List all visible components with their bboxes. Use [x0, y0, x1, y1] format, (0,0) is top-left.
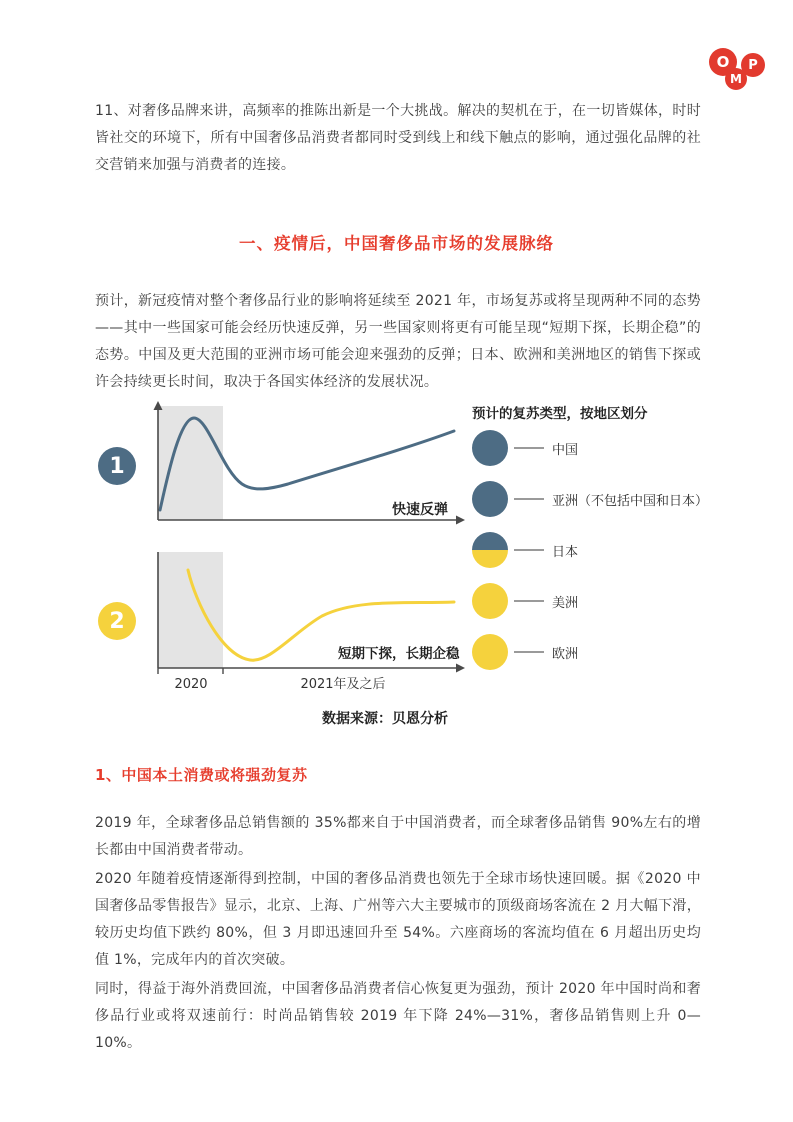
data-source: 数据来源：贝恩分析: [322, 711, 448, 727]
decline-curve-label: 短期下探，长期企稳: [338, 646, 460, 662]
chart-badge-2: 2: [98, 602, 136, 640]
europe-decline-swatch-icon: [472, 634, 508, 670]
recovery-types-figure: [95, 400, 711, 694]
charts-column: [95, 400, 470, 694]
legend-label: 欧洲: [552, 646, 579, 662]
legend-connector: [514, 600, 544, 602]
legend-item-americas: [472, 583, 708, 619]
legend-label: 日本: [552, 544, 579, 560]
body-paragraph-3: 同时，得益于海外消费回流，中国奢侈品消费者信心恢复更为强劲，预计 2020 年中国时尚和奢侈品行业或将双速前行：时尚品销售较 2019 年下降 24%—31%，奢侈品销售则上升 0—10%。: [95, 981, 701, 1051]
section-heading: 一、疫情后，中国奢侈品市场的发展脉络: [239, 234, 554, 253]
logo-letter-m-icon: M: [725, 68, 747, 90]
legend-connector: [514, 651, 544, 653]
legend-item-japan: [472, 532, 708, 568]
legend-label: 美洲: [552, 595, 579, 611]
legend-connector: [514, 498, 544, 500]
x-axis-arrow-icon: [456, 664, 465, 673]
legend-connector: [514, 447, 544, 449]
legend-item-europe: [472, 634, 708, 670]
x-axis-arrow-icon: [456, 516, 465, 525]
chart-badge-1: 1: [98, 447, 136, 485]
legend-label: 中国: [552, 442, 579, 458]
chart-legend: [472, 400, 708, 694]
x-label-2020: 2020: [174, 677, 208, 692]
y-axis-arrow-icon: [154, 401, 163, 410]
body-paragraphs: [95, 810, 701, 1059]
legend-connector: [514, 549, 544, 551]
logo-letter-o-icon: O: [709, 48, 737, 76]
rebound-curve-label: 快速反弹: [392, 502, 448, 518]
subsection-heading: 1、中国本土消费或将强劲复苏: [95, 766, 308, 784]
shaded-2020-region: [158, 406, 223, 520]
shaded-2020-region: [158, 552, 223, 668]
forecast-paragraph: 预计，新冠疫情对整个奢侈品行业的影响将延续至 2021 年，市场复苏或将呈现两种不同的态势——其中一些国家可能会经历快速反弹，另一些国家则将更有可能呈现“短期下探，长期企稳”的态势。中国及更大范围的亚洲市场可能会迎来强劲的反弹；日本、欧洲和美洲地区的销售下探或许会持续更长时间，取决于各国实体经济的发展状况。: [95, 293, 701, 390]
asia-rebound-swatch-icon: [472, 481, 508, 517]
legend-item-asia: [472, 481, 708, 517]
decline-curve-chart: [146, 548, 466, 694]
logo-letter-p-icon: P: [741, 53, 765, 77]
legend-item-china: [472, 430, 708, 466]
decline-chart-row: [95, 548, 470, 694]
rebound-curve-chart: [146, 400, 466, 532]
china-rebound-swatch-icon: [472, 430, 508, 466]
body-paragraph-1: 2019 年，全球奢侈品总销售额的 35%都来自于中国消费者，而全球奢侈品销售 90%左右的增长都由中国消费者带动。: [95, 815, 701, 858]
rebound-chart-row: [95, 400, 470, 532]
japan-mixed-swatch-icon: [472, 532, 508, 568]
omp-logo: [709, 48, 765, 92]
intro-paragraph: 11、对奢侈品牌来讲，高频率的推陈出新是一个大挑战。解决的契机在于，在一切皆媒体，时时皆社交的环境下，所有中国奢侈品消费者都同时受到线上和线下触点的影响，通过强化品牌的社交营销来加强与消费者的连接。: [95, 103, 701, 173]
legend-label: 亚洲（不包括中国和日本）: [552, 493, 709, 509]
americas-decline-swatch-icon: [472, 583, 508, 619]
legend-title: 预计的复苏类型，按地区划分: [472, 406, 648, 422]
body-paragraph-2: 2020 年随着疫情逐渐得到控制，中国的奢侈品消费也领先于全球市场快速回暖。据《2020 中国奢侈品零售报告》显示，北京、上海、广州等六大主要城市的顶级商场客流在 2 月大幅下滑，较历史均值下跌约 80%，但 3 月即迅速回升至 54%。六座商场的客流均值在 6 月超出历史均值 1%，完成年内的首次突破。: [95, 871, 701, 968]
x-label-2021-and-beyond: 2021年及之后: [300, 677, 386, 692]
